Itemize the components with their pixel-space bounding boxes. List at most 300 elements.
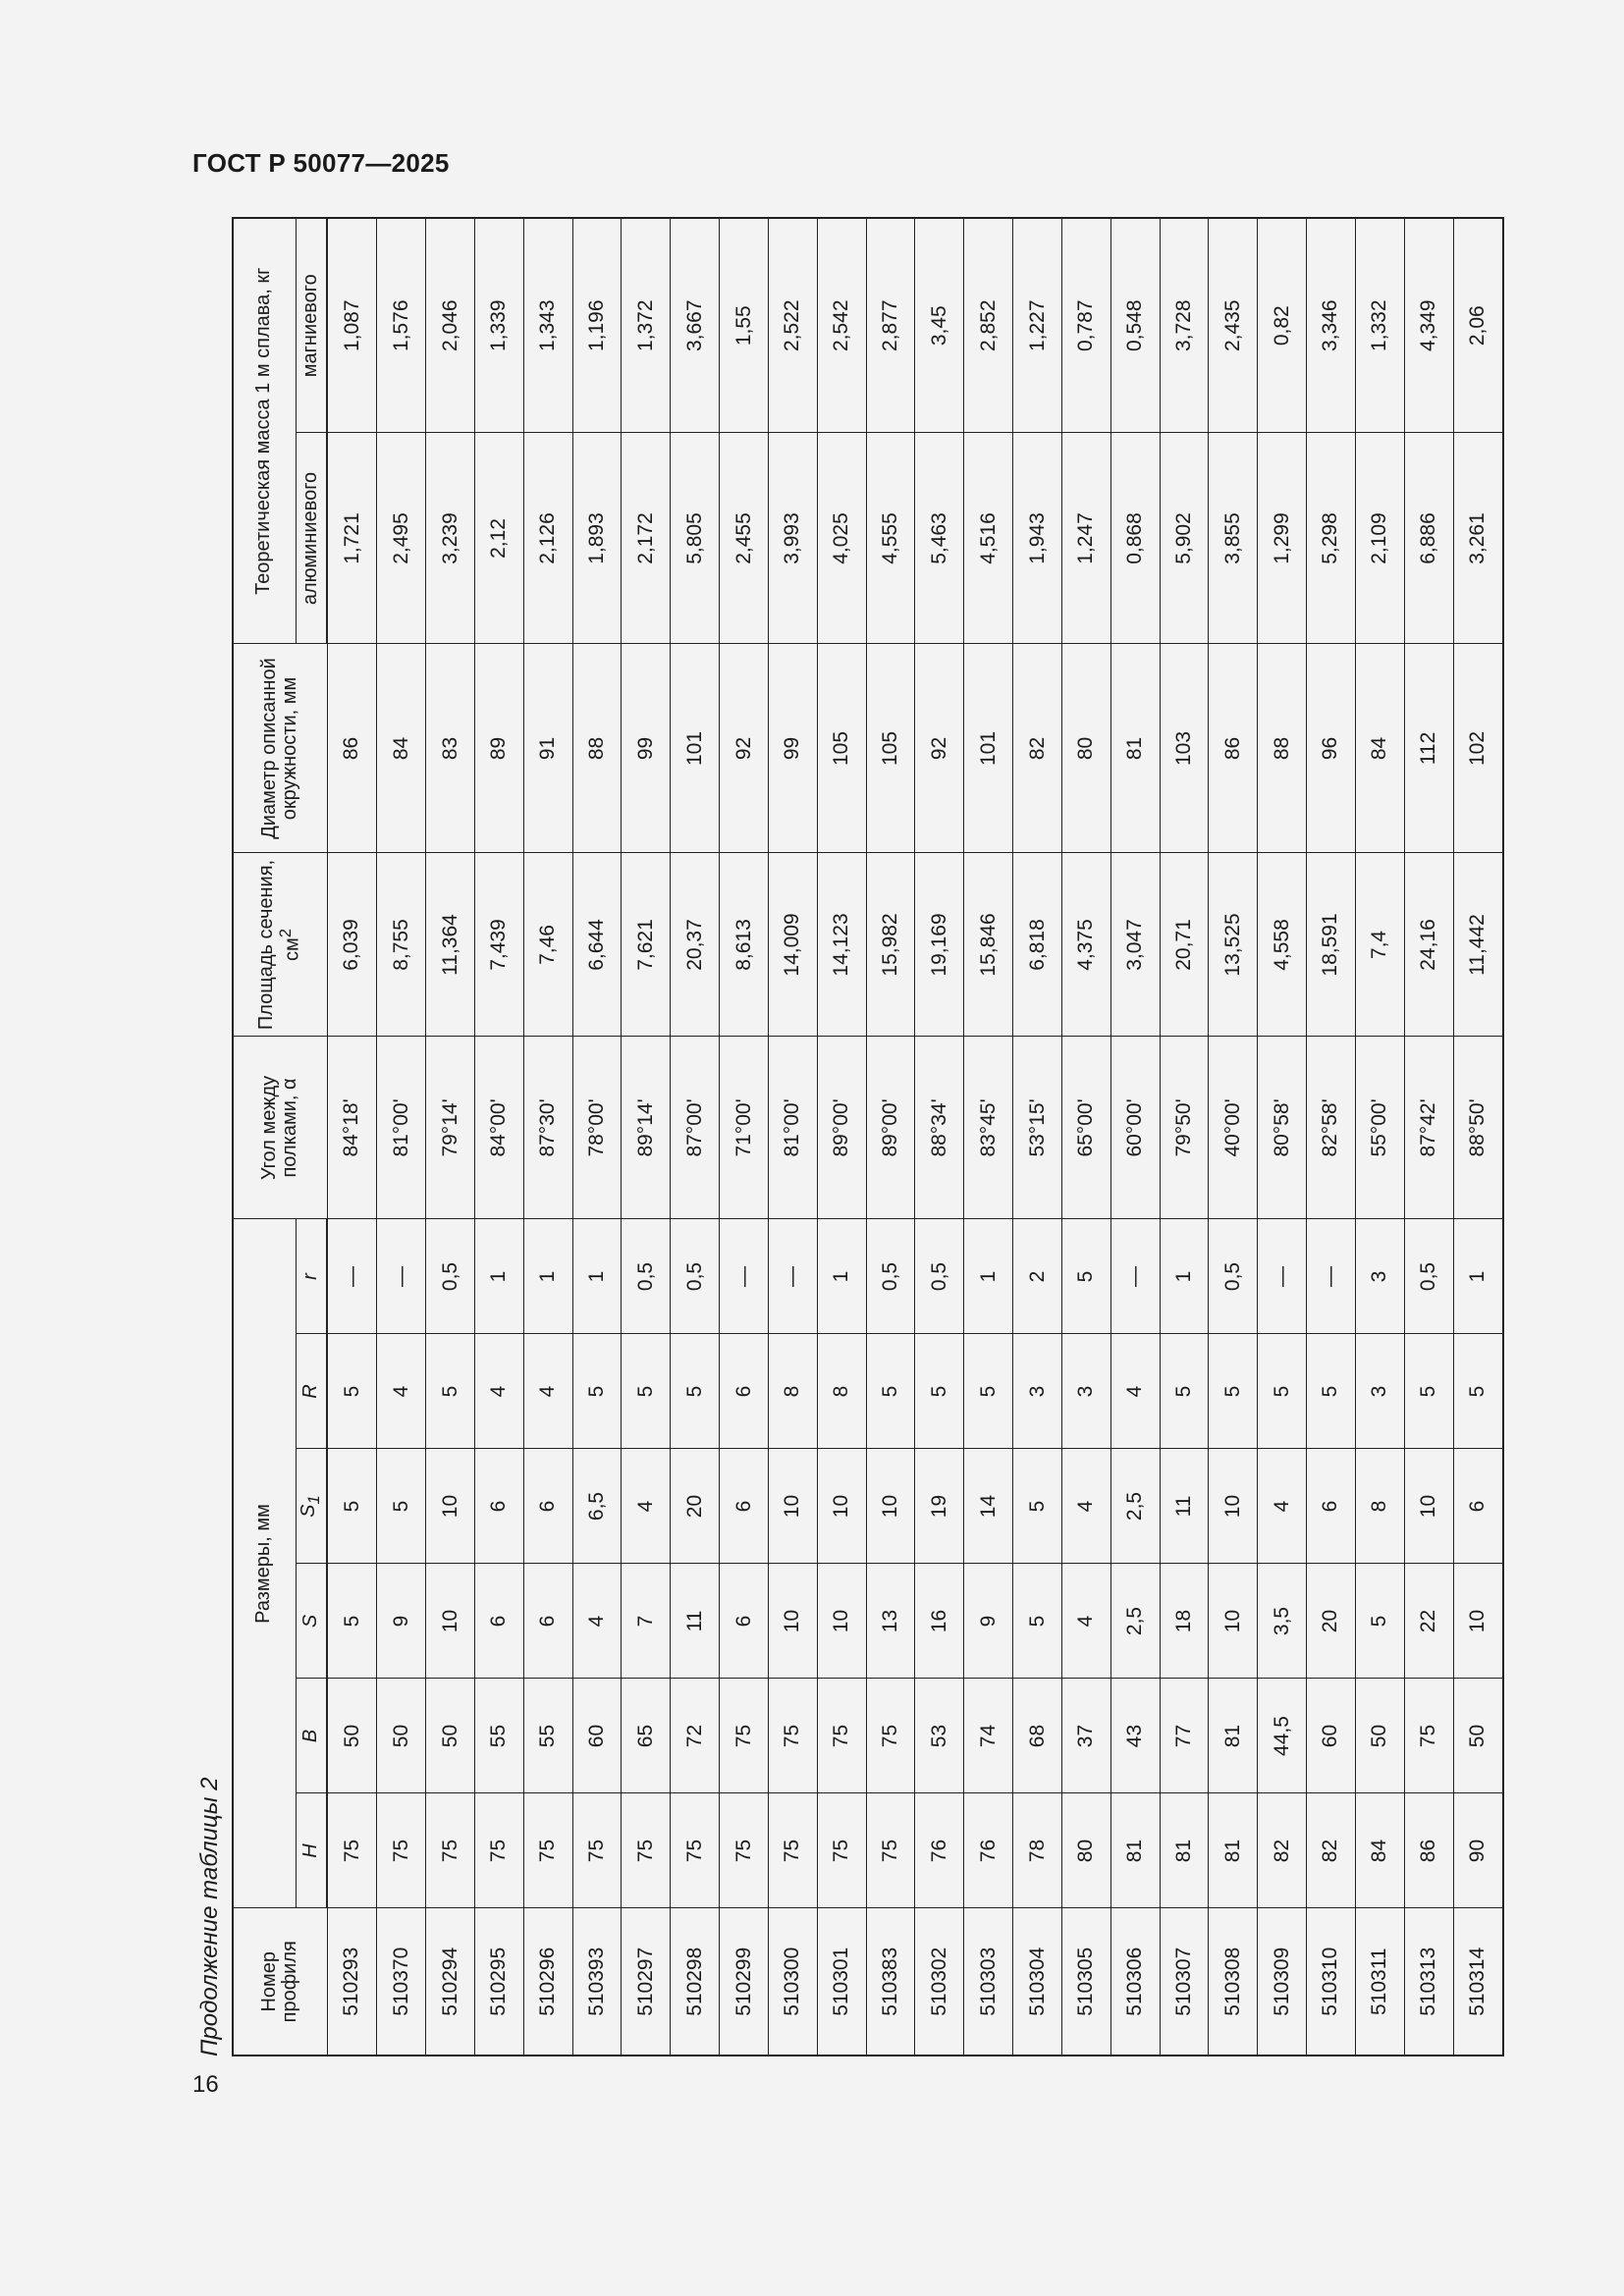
- cell-B: 50: [377, 1679, 426, 1793]
- cell-H: 75: [377, 1793, 426, 1908]
- header-area-text: Площадь сечения, см: [254, 859, 304, 1031]
- cell-B: 50: [426, 1679, 475, 1793]
- cell-R: 5: [572, 1334, 622, 1449]
- cell-area: 7,621: [622, 853, 671, 1037]
- cell-H: 81: [1209, 1793, 1258, 1908]
- cell-H: 82: [1258, 1793, 1307, 1908]
- cell-no: 510314: [1453, 1908, 1503, 2056]
- cell-R: 5: [915, 1334, 964, 1449]
- cell-no: 510297: [622, 1908, 671, 2056]
- cell-mg: 1,087: [327, 218, 377, 433]
- cell-diam: 99: [622, 644, 671, 853]
- cell-H: 75: [768, 1793, 817, 1908]
- cell-al: 1,943: [1013, 433, 1062, 644]
- cell-angle: 84°00': [474, 1037, 523, 1219]
- cell-R: 8: [768, 1334, 817, 1449]
- cell-r: 0,5: [1404, 1219, 1453, 1334]
- cell-B: 65: [622, 1679, 671, 1793]
- cell-r: 2: [1013, 1219, 1062, 1334]
- cell-angle: 83°45': [964, 1037, 1013, 1219]
- cell-r: 0,5: [622, 1219, 671, 1334]
- cell-angle: 60°00': [1110, 1037, 1160, 1219]
- cell-S1: 20: [671, 1449, 720, 1564]
- cell-B: 75: [866, 1679, 915, 1793]
- cell-al: 3,239: [426, 433, 475, 644]
- cell-B: 60: [572, 1679, 622, 1793]
- cell-B: 55: [523, 1679, 572, 1793]
- cell-area: 11,442: [1453, 853, 1503, 1037]
- cell-al: 5,902: [1160, 433, 1209, 644]
- cell-diam: 83: [426, 644, 475, 853]
- cell-area: 7,439: [474, 853, 523, 1037]
- cell-angle: 71°00': [720, 1037, 769, 1219]
- cell-mg: 3,346: [1307, 218, 1356, 433]
- cell-S1: 10: [817, 1449, 866, 1564]
- cell-S: 6: [720, 1564, 769, 1679]
- cell-S: 5: [1355, 1564, 1404, 1679]
- cell-S1: 6: [1307, 1449, 1356, 1564]
- cell-no: 510383: [866, 1908, 915, 2056]
- cell-angle: 81°00': [377, 1037, 426, 1219]
- cell-area: 6,039: [327, 853, 377, 1037]
- cell-r: 1: [1453, 1219, 1503, 1334]
- cell-S: 10: [817, 1564, 866, 1679]
- cell-R: 3: [1013, 1334, 1062, 1449]
- cell-S: 7: [622, 1564, 671, 1679]
- cell-mg: 0,787: [1061, 218, 1110, 433]
- cell-R: 5: [671, 1334, 720, 1449]
- cell-al: 5,298: [1307, 433, 1356, 644]
- cell-al: 6,886: [1404, 433, 1453, 644]
- cell-H: 75: [817, 1793, 866, 1908]
- cell-R: 5: [1258, 1334, 1307, 1449]
- cell-r: —: [768, 1219, 817, 1334]
- cell-mg: 3,728: [1160, 218, 1209, 433]
- cell-diam: 102: [1453, 644, 1503, 853]
- table-body: [327, 218, 1503, 2056]
- cell-H: 82: [1307, 1793, 1356, 1908]
- cell-H: 75: [523, 1793, 572, 1908]
- cell-S: 6: [523, 1564, 572, 1679]
- cell-angle: 79°14': [426, 1037, 475, 1219]
- header-S1: [296, 1449, 327, 1564]
- cell-S1: 10: [1404, 1449, 1453, 1564]
- profiles-table: [232, 217, 1504, 2056]
- cell-area: 18,591: [1307, 853, 1356, 1037]
- cell-diam: 84: [377, 644, 426, 853]
- cell-H: 75: [426, 1793, 475, 1908]
- table-row: [474, 218, 523, 2056]
- cell-R: 5: [1160, 1334, 1209, 1449]
- cell-al: 2,109: [1355, 433, 1404, 644]
- cell-B: 50: [1355, 1679, 1404, 1793]
- cell-H: 86: [1404, 1793, 1453, 1908]
- cell-al: 1,247: [1061, 433, 1110, 644]
- cell-S1: 10: [1209, 1449, 1258, 1564]
- cell-al: 3,855: [1209, 433, 1258, 644]
- cell-B: 44,5: [1258, 1679, 1307, 1793]
- cell-angle: 79°50': [1160, 1037, 1209, 1219]
- cell-r: 1: [523, 1219, 572, 1334]
- cell-S: 20: [1307, 1564, 1356, 1679]
- cell-no: 510313: [1404, 1908, 1453, 2056]
- cell-r: 1: [964, 1219, 1013, 1334]
- cell-area: 6,818: [1013, 853, 1062, 1037]
- cell-angle: 65°00': [1061, 1037, 1110, 1219]
- cell-no: 510311: [1355, 1908, 1404, 2056]
- cell-S1: 10: [866, 1449, 915, 1564]
- cell-mg: 2,046: [426, 218, 475, 433]
- cell-diam: 91: [523, 644, 572, 853]
- cell-S1: 10: [768, 1449, 817, 1564]
- table-row: [622, 218, 671, 2056]
- cell-H: 76: [915, 1793, 964, 1908]
- cell-al: 2,12: [474, 433, 523, 644]
- cell-diam: 82: [1013, 644, 1062, 853]
- cell-angle: 53°15': [1013, 1037, 1062, 1219]
- cell-mg: 4,349: [1404, 218, 1453, 433]
- cell-angle: 88°50': [1453, 1037, 1503, 1219]
- cell-diam: 80: [1061, 644, 1110, 853]
- cell-S: 5: [1013, 1564, 1062, 1679]
- cell-R: 5: [327, 1334, 377, 1449]
- cell-H: 90: [1453, 1793, 1503, 1908]
- header-R: R: [296, 1334, 327, 1449]
- table-row: [817, 218, 866, 2056]
- cell-S1: 10: [426, 1449, 475, 1564]
- cell-B: 37: [1061, 1679, 1110, 1793]
- cell-no: 510304: [1013, 1908, 1062, 2056]
- cell-R: 5: [426, 1334, 475, 1449]
- cell-area: 4,375: [1061, 853, 1110, 1037]
- cell-angle: 87°42': [1404, 1037, 1453, 1219]
- cell-mg: 1,332: [1355, 218, 1404, 433]
- cell-no: 510298: [671, 1908, 720, 2056]
- table-row: [1160, 218, 1209, 2056]
- cell-no: 510310: [1307, 1908, 1356, 2056]
- cell-angle: 82°58': [1307, 1037, 1356, 1219]
- table-caption: Продолжение таблицы 2: [196, 1777, 223, 2056]
- header-diameter: Диаметр описанной окружности, мм: [233, 644, 327, 853]
- header-area: [233, 853, 327, 1037]
- cell-S1: 4: [1061, 1449, 1110, 1564]
- cell-H: 75: [671, 1793, 720, 1908]
- table-row: [866, 218, 915, 2056]
- cell-angle: 89°00': [817, 1037, 866, 1219]
- cell-S1: 4: [1258, 1449, 1307, 1564]
- cell-B: 81: [1209, 1679, 1258, 1793]
- cell-B: 50: [1453, 1679, 1503, 1793]
- cell-r: 0,5: [1209, 1219, 1258, 1334]
- cell-S1: 5: [1013, 1449, 1062, 1564]
- cell-area: 8,613: [720, 853, 769, 1037]
- cell-diam: 81: [1110, 644, 1160, 853]
- table-header: [233, 218, 327, 2056]
- cell-S: 2,5: [1110, 1564, 1160, 1679]
- cell-B: 60: [1307, 1679, 1356, 1793]
- cell-S: 11: [671, 1564, 720, 1679]
- cell-al: 3,261: [1453, 433, 1503, 644]
- cell-R: 5: [622, 1334, 671, 1449]
- cell-area: 11,364: [426, 853, 475, 1037]
- cell-diam: 88: [1258, 644, 1307, 853]
- cell-R: 4: [377, 1334, 426, 1449]
- cell-H: 78: [1013, 1793, 1062, 1908]
- cell-no: 510309: [1258, 1908, 1307, 2056]
- header-aluminum: алюминиевого: [296, 433, 327, 644]
- cell-diam: 103: [1160, 644, 1209, 853]
- cell-S1: 6: [720, 1449, 769, 1564]
- rotated-table-container: [232, 234, 1504, 2056]
- cell-R: 4: [1110, 1334, 1160, 1449]
- cell-mg: 2,852: [964, 218, 1013, 433]
- cell-S: 10: [1209, 1564, 1258, 1679]
- cell-diam: 99: [768, 644, 817, 853]
- cell-H: 84: [1355, 1793, 1404, 1908]
- cell-area: 20,71: [1160, 853, 1209, 1037]
- table-row: [572, 218, 622, 2056]
- cell-al: 2,495: [377, 433, 426, 644]
- cell-diam: 92: [915, 644, 964, 853]
- cell-al: 2,455: [720, 433, 769, 644]
- cell-no: 510302: [915, 1908, 964, 2056]
- cell-S: 5: [327, 1564, 377, 1679]
- cell-B: 75: [817, 1679, 866, 1793]
- cell-angle: 40°00': [1209, 1037, 1258, 1219]
- cell-H: 76: [964, 1793, 1013, 1908]
- cell-angle: 81°00': [768, 1037, 817, 1219]
- table-row: [1453, 218, 1503, 2056]
- cell-S: 16: [915, 1564, 964, 1679]
- cell-diam: 105: [817, 644, 866, 853]
- table-row: [327, 218, 377, 2056]
- cell-S: 10: [426, 1564, 475, 1679]
- cell-al: 2,172: [622, 433, 671, 644]
- cell-angle: 88°34': [915, 1037, 964, 1219]
- cell-r: —: [1258, 1219, 1307, 1334]
- header-mass: Теоретическая масса 1 м сплава, кг: [233, 218, 296, 644]
- cell-no: 510370: [377, 1908, 426, 2056]
- cell-al: 3,993: [768, 433, 817, 644]
- cell-angle: 55°00': [1355, 1037, 1404, 1219]
- cell-R: 3: [1061, 1334, 1110, 1449]
- cell-no: 510308: [1209, 1908, 1258, 2056]
- cell-al: 4,516: [964, 433, 1013, 644]
- cell-no: 510303: [964, 1908, 1013, 2056]
- header-H: H: [296, 1793, 327, 1908]
- cell-r: 1: [1160, 1219, 1209, 1334]
- cell-r: 1: [572, 1219, 622, 1334]
- cell-area: 8,755: [377, 853, 426, 1037]
- cell-H: 75: [572, 1793, 622, 1908]
- cell-area: 3,047: [1110, 853, 1160, 1037]
- cell-mg: 2,542: [817, 218, 866, 433]
- cell-r: —: [327, 1219, 377, 1334]
- cell-al: 1,721: [327, 433, 377, 644]
- table-row: [1404, 218, 1453, 2056]
- cell-S1: 6,5: [572, 1449, 622, 1564]
- cell-R: 5: [964, 1334, 1013, 1449]
- cell-R: 6: [720, 1334, 769, 1449]
- cell-S: 9: [964, 1564, 1013, 1679]
- cell-angle: 78°00': [572, 1037, 622, 1219]
- cell-mg: 1,196: [572, 218, 622, 433]
- cell-no: 510307: [1160, 1908, 1209, 2056]
- cell-mg: 1,343: [523, 218, 572, 433]
- cell-S: 22: [1404, 1564, 1453, 1679]
- cell-R: 8: [817, 1334, 866, 1449]
- table-row: [1110, 218, 1160, 2056]
- cell-B: 77: [1160, 1679, 1209, 1793]
- cell-H: 81: [1160, 1793, 1209, 1908]
- cell-al: 4,025: [817, 433, 866, 644]
- cell-B: 53: [915, 1679, 964, 1793]
- cell-al: 5,463: [915, 433, 964, 644]
- cell-al: 2,126: [523, 433, 572, 644]
- cell-B: 75: [768, 1679, 817, 1793]
- cell-S1: 19: [915, 1449, 964, 1564]
- cell-B: 50: [327, 1679, 377, 1793]
- header-S: S: [296, 1564, 327, 1679]
- table-row: [1013, 218, 1062, 2056]
- cell-diam: 88: [572, 644, 622, 853]
- cell-mg: 0,548: [1110, 218, 1160, 433]
- cell-S: 10: [1453, 1564, 1503, 1679]
- cell-al: 4,555: [866, 433, 915, 644]
- cell-area: 19,169: [915, 853, 964, 1037]
- cell-no: 510305: [1061, 1908, 1110, 2056]
- cell-S1: 6: [474, 1449, 523, 1564]
- cell-mg: 2,06: [1453, 218, 1503, 433]
- cell-r: 0,5: [915, 1219, 964, 1334]
- header-B: B: [296, 1679, 327, 1793]
- cell-mg: 3,45: [915, 218, 964, 433]
- cell-H: 81: [1110, 1793, 1160, 1908]
- cell-R: 5: [866, 1334, 915, 1449]
- cell-S: 18: [1160, 1564, 1209, 1679]
- cell-diam: 86: [1209, 644, 1258, 853]
- cell-al: 1,893: [572, 433, 622, 644]
- cell-mg: 2,435: [1209, 218, 1258, 433]
- cell-no: 510293: [327, 1908, 377, 2056]
- cell-S1: 5: [377, 1449, 426, 1564]
- cell-H: 75: [622, 1793, 671, 1908]
- cell-r: 1: [474, 1219, 523, 1334]
- cell-area: 15,982: [866, 853, 915, 1037]
- cell-r: 1: [817, 1219, 866, 1334]
- cell-S1: 5: [327, 1449, 377, 1564]
- table-row: [964, 218, 1013, 2056]
- table-row: [915, 218, 964, 2056]
- cell-al: 5,805: [671, 433, 720, 644]
- cell-no: 510296: [523, 1908, 572, 2056]
- header-area-sup: 2: [276, 928, 296, 938]
- cell-no: 510299: [720, 1908, 769, 2056]
- cell-S1: 6: [1453, 1449, 1503, 1564]
- cell-diam: 96: [1307, 644, 1356, 853]
- cell-angle: 87°30': [523, 1037, 572, 1219]
- cell-r: 0,5: [671, 1219, 720, 1334]
- cell-angle: 89°00': [866, 1037, 915, 1219]
- cell-R: 3: [1355, 1334, 1404, 1449]
- cell-r: 5: [1061, 1219, 1110, 1334]
- cell-H: 80: [1061, 1793, 1110, 1908]
- cell-S1: 2,5: [1110, 1449, 1160, 1564]
- cell-R: 4: [523, 1334, 572, 1449]
- cell-no: 510294: [426, 1908, 475, 2056]
- cell-S1: 8: [1355, 1449, 1404, 1564]
- table-row: [1258, 218, 1307, 2056]
- table-row: [523, 218, 572, 2056]
- table-row: [1307, 218, 1356, 2056]
- cell-mg: 2,522: [768, 218, 817, 433]
- cell-H: 75: [866, 1793, 915, 1908]
- header-profile-no: Номер профиля: [233, 1908, 327, 2056]
- cell-R: 5: [1404, 1334, 1453, 1449]
- cell-mg: 0,82: [1258, 218, 1307, 433]
- document-header: ГОСТ Р 50077—2025: [192, 148, 450, 178]
- cell-B: 68: [1013, 1679, 1062, 1793]
- cell-diam: 105: [866, 644, 915, 853]
- table-row: [671, 218, 720, 2056]
- cell-B: 55: [474, 1679, 523, 1793]
- cell-R: 5: [1209, 1334, 1258, 1449]
- cell-S: 13: [866, 1564, 915, 1679]
- cell-H: 75: [720, 1793, 769, 1908]
- cell-R: 4: [474, 1334, 523, 1449]
- table-row: [768, 218, 817, 2056]
- cell-S: 3,5: [1258, 1564, 1307, 1679]
- cell-B: 74: [964, 1679, 1013, 1793]
- cell-B: 75: [1404, 1679, 1453, 1793]
- cell-area: 15,846: [964, 853, 1013, 1037]
- cell-area: 24,16: [1404, 853, 1453, 1037]
- cell-no: 510306: [1110, 1908, 1160, 2056]
- cell-mg: 1,576: [377, 218, 426, 433]
- header-S1-sub: 1: [304, 1495, 324, 1505]
- table-row: [1355, 218, 1404, 2056]
- cell-area: 7,46: [523, 853, 572, 1037]
- cell-mg: 2,877: [866, 218, 915, 433]
- cell-S1: 14: [964, 1449, 1013, 1564]
- cell-r: 3: [1355, 1219, 1404, 1334]
- cell-diam: 84: [1355, 644, 1404, 853]
- cell-B: 72: [671, 1679, 720, 1793]
- cell-area: 20,37: [671, 853, 720, 1037]
- cell-S: 10: [768, 1564, 817, 1679]
- cell-diam: 112: [1404, 644, 1453, 853]
- cell-r: —: [1307, 1219, 1356, 1334]
- cell-area: 4,558: [1258, 853, 1307, 1037]
- page-number: 16: [192, 2071, 219, 2098]
- cell-mg: 1,372: [622, 218, 671, 433]
- cell-diam: 89: [474, 644, 523, 853]
- cell-area: 14,123: [817, 853, 866, 1037]
- cell-H: 75: [327, 1793, 377, 1908]
- table-row: [426, 218, 475, 2056]
- cell-r: 0,5: [866, 1219, 915, 1334]
- cell-angle: 80°58': [1258, 1037, 1307, 1219]
- header-S1-main: S: [298, 1504, 320, 1518]
- table-row: [1061, 218, 1110, 2056]
- cell-area: 14,009: [768, 853, 817, 1037]
- cell-mg: 1,55: [720, 218, 769, 433]
- cell-S1: 6: [523, 1449, 572, 1564]
- cell-r: —: [377, 1219, 426, 1334]
- table-row: [720, 218, 769, 2056]
- cell-S: 9: [377, 1564, 426, 1679]
- cell-mg: 3,667: [671, 218, 720, 433]
